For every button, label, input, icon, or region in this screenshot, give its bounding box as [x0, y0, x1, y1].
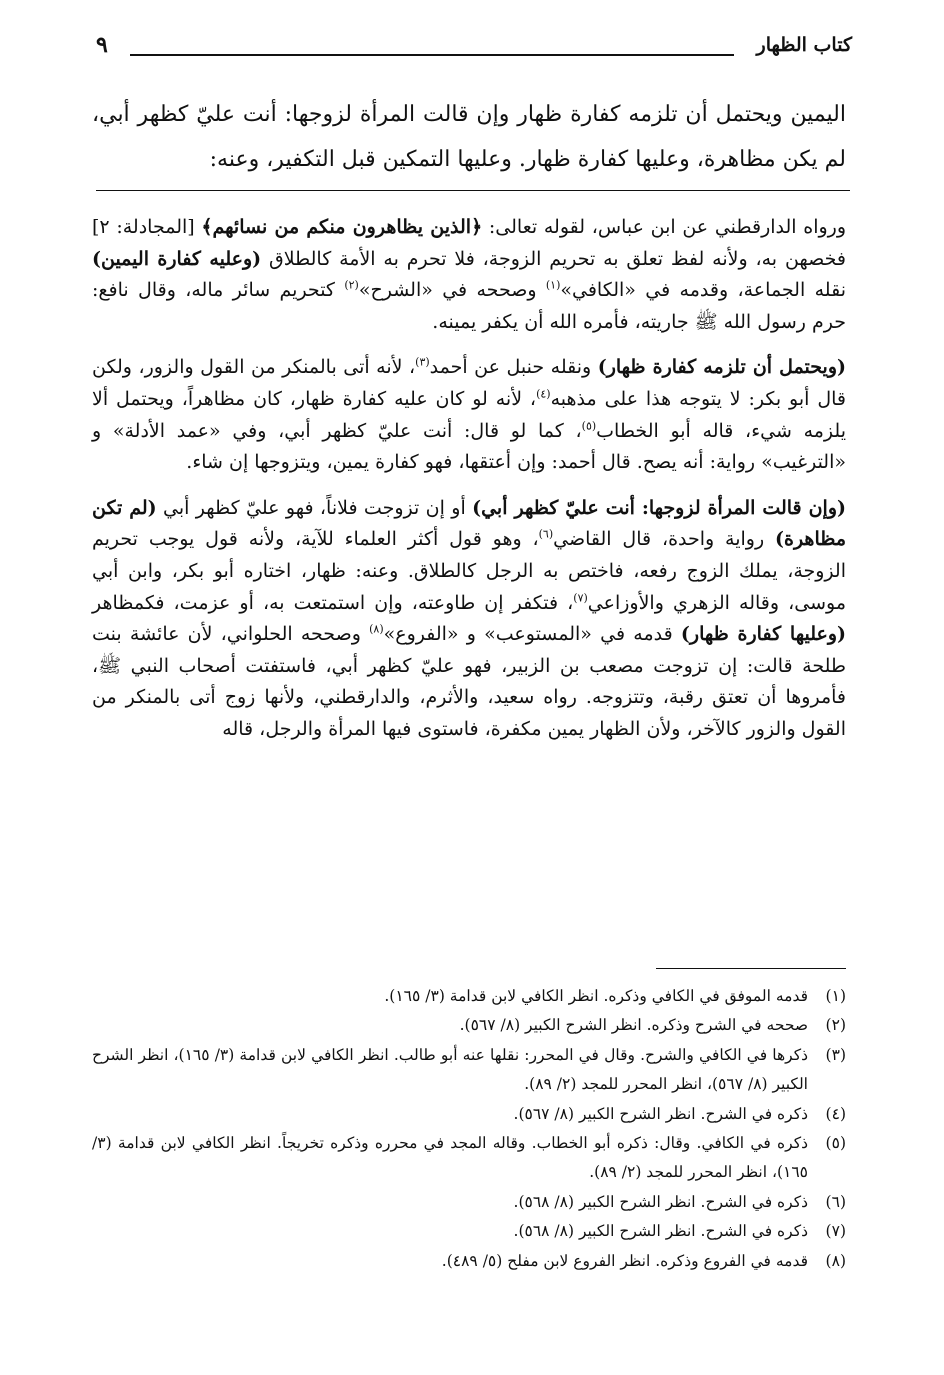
footnote-number: (٧) [825, 1222, 846, 1241]
quoted-base-text: (وإن قالت المرأة لزوجها: أنت عليّ كظهر أبي) [472, 496, 846, 519]
commentary-paragraph-3 [92, 493, 846, 746]
quoted-base-text: (ويحتمل أن تلزمه كفارة ظهار) [597, 356, 846, 379]
footnote-text: ذكرها في الكافي والشرح. وقال في المحرر: نقلها عنه أبو طالب. انظر الكافي لابن قدامة (٣/ ١٦٥)، انظر الشرح الكبير (٨/ ٥٦٧)، انظر المحرر للمجد (٢/ ٨٩). [92, 1045, 808, 1094]
footnote-text: صححه في الشرح وذكره. انظر الشرح الكبير (٨/ ٥٦٧). [459, 1016, 808, 1035]
commentary-text: ، وهو قول أكثر العلماء للآية، ولأنه قول يوجب تحريم الزوجة، يملك الزوج رفعه، فاختص به الرجل كالطلاق. وعنه: ظهار، اختاره أبو بكر، وابن أبي موسى، وقاله الزهري والأوزاعي [92, 528, 847, 614]
footnote-number: (٦) [825, 1192, 846, 1211]
footnote-number: (٣) [825, 1045, 846, 1064]
footnote [92, 1129, 846, 1188]
commentary-text: كتحريم سائر ماله، وقال نافع: حرم رسول الله ﷺ جاريته، فأمره الله أن يكفر يمينه. [92, 279, 846, 333]
commentary-text: وصححه في «الشرح» [358, 279, 546, 302]
footnote-reference: (٣) [415, 356, 430, 370]
footnote [92, 1217, 846, 1246]
footnote-text: ذكره في الكافي. وقال: ذكره أبو الخطاب. وقاله المجد في محرره وذكره تخريجاً. انظر الكافي لابن قدامة (٣/ ١٦٥)، انظر المحرر للمجد (٢/ ٨٩). [92, 1134, 808, 1182]
commentary-text: ، فتكفر إن طاوعته، وإن استمتعت به، أو عزمت، فكمظاهر [92, 591, 574, 614]
commentary-text: وصححه الحلواني، لأن عائشة بنت طلحة قالت: إن تزوجت مصعب بن الزبير، فهو عليّ كظهر أبي، فاستفتت أصحاب النبي ﷺ، فأمروها أن تعتق رقبة، وتتزوجه. رواه سعيد، والأثرم، والدارقطني، ولأنها زوج أتى بالمنكر من القول والزور كالآخر، ولأن الظهار يمين مكفرة، فاستوى فيها المرأة والرجل، قاله [92, 623, 846, 740]
commentary-paragraph-2 [92, 352, 846, 478]
footnote-reference: (٥) [581, 419, 597, 433]
footnote-text: ذكره في الشرح. انظر الشرح الكبير (٨/ ٥٦٨). [513, 1192, 808, 1211]
commentary-text: ورواه الدارقطني عن ابن عباس، لقوله تعالى: [482, 216, 847, 238]
footnote-number: (٢) [825, 1016, 846, 1035]
footnote-reference: (٨) [369, 622, 384, 636]
footnote [92, 1247, 846, 1276]
commentary-text: ، كما لو قال: أنت عليّ كظهر أبي، وفي «عمد الأدلة» و «الترغيب» رواية: أنه يصح. قال أحمد: وإن أعتقها، فهو كفارة يمين، ويتزوجها إن شاء. [92, 419, 846, 474]
commentary-text: ، لأنه أتى بالمنكر من القول والزور، ولكن قال أبو بكر: لا يتوجه هذا على مذهبه [92, 356, 846, 410]
quoted-base-text: ﴿الذين يظاهرون منكم من نسائهم﴾ [201, 216, 483, 238]
footnote-text: ذكره في الشرح. انظر الشرح الكبير (٨/ ٥٦٨). [513, 1222, 808, 1241]
footnote-number: (٥) [825, 1134, 846, 1153]
commentary-text: [المجادلة: ٢] فخصهن به، ولأنه لفظ تعلق به تحريم الزوجة، فلا تحرم به الأمة كالطلاق [92, 216, 846, 270]
footnote [92, 1041, 846, 1100]
footnote-text: ذكره في الشرح. انظر الشرح الكبير (٨/ ٥٦٧). [513, 1104, 808, 1123]
commentary-text: قدمه في «المستوعب» و «الفروع» [383, 623, 681, 646]
base-text-separator [96, 190, 850, 191]
base-text-paragraph: اليمين ويحتمل أن تلزمه كفارة ظهار وإن قالت المرأة لزوجها: أنت عليّ كظهر أبي، لم يكن مظاهرة، وعليها كفارة ظهار. وعليها التمكين قبل التكفير، وعنه: [92, 102, 846, 172]
footnote [92, 1188, 846, 1217]
commentary-text: نقله الجماعة، وقدمه في «الكافي» [560, 279, 846, 302]
footnote-reference: (٧) [573, 591, 588, 605]
base-text [92, 92, 846, 182]
commentary-text: أو إن تزوجت فلاناً، فهو عليّ كظهر أبي [156, 496, 473, 519]
commentary-text: ونقله حنبل عن أحمد [429, 356, 598, 379]
footnote [92, 982, 846, 1011]
footnote-number: (٨) [825, 1251, 846, 1270]
footnote-number: (١) [825, 987, 846, 1005]
footnote [92, 1100, 846, 1129]
footnote-separator [656, 968, 846, 969]
page-number: ٩ [96, 32, 108, 58]
commentary-paragraph-1 [92, 212, 846, 338]
quoted-base-text: (وعليه كفارة اليمين) [92, 247, 262, 270]
quoted-base-text: (وعليها كفارة ظهار) [680, 623, 846, 646]
quoted-base-text: (لم تكن مظاهرة) [92, 496, 846, 551]
footnote-reference: (٤) [536, 387, 551, 401]
commentary-text: رواية واحدة، قال القاضي [553, 528, 775, 551]
running-header [96, 32, 852, 66]
footnote [92, 1011, 846, 1040]
commentary-text: ، لأنه لو كان عليه كفارة ظهار، كان مظاهراً، ويحتمل ألا يلزمه شيء، قاله أبو الخطاب [92, 387, 846, 442]
footnote-reference: (١) [545, 278, 561, 292]
footnote-reference: (٦) [538, 528, 554, 542]
commentary [92, 212, 846, 760]
footnote-text: قدمه الموفق في الكافي وذكره. انظر الكافي لابن قدامة (٣/ ١٦٥). [384, 987, 808, 1005]
footnote-number: (٤) [825, 1104, 846, 1123]
footnote-text: قدمه في الفروع وذكره. انظر الفروع لابن مفلح (٥/ ٤٨٩). [441, 1251, 808, 1270]
header-rule [130, 54, 734, 56]
book-title: كتاب الظهار [756, 34, 852, 56]
footnotes [92, 982, 846, 1276]
footnote-reference: (٢) [344, 278, 359, 292]
